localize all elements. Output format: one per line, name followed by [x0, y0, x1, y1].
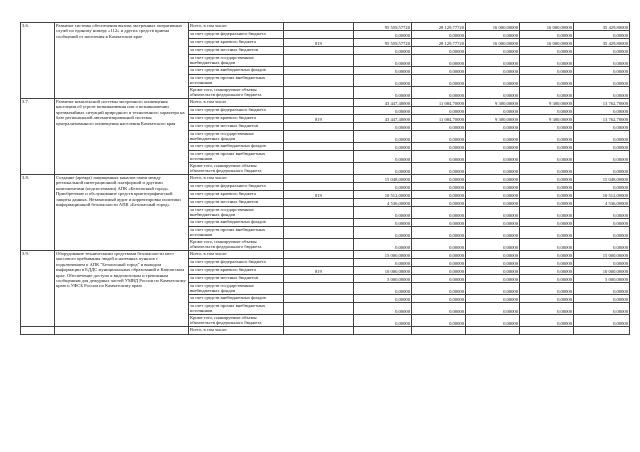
admin-code: [284, 99, 354, 107]
admin-code: [284, 75, 354, 87]
amount-cell: 0,00000: [412, 315, 466, 327]
amount-cell: 0,00000: [574, 67, 630, 75]
amount-cell: 0,00000: [520, 31, 574, 39]
amount-cell: 15 048,00000: [354, 175, 412, 183]
amount-cell: 10 512,00000: [354, 191, 412, 199]
amount-cell: 28 129,77720: [412, 39, 466, 47]
amount-cell: 0,00000: [520, 303, 574, 315]
admin-code: [284, 275, 354, 283]
amount-cell: 5 000,00000: [574, 275, 630, 283]
amount-cell: 0,00000: [466, 207, 520, 219]
funding-source: за счет средств государственных внебюджетных фондов: [189, 283, 284, 295]
admin-code: [284, 107, 354, 115]
admin-code: 819: [284, 191, 354, 199]
amount-cell: 0,00000: [574, 219, 630, 227]
amount-cell: [412, 327, 466, 335]
amount-cell: 13 762,70000: [574, 115, 630, 123]
amount-cell: 0,00000: [520, 295, 574, 303]
admin-code: [284, 283, 354, 295]
amount-cell: [466, 327, 520, 335]
amount-cell: 0,00000: [354, 219, 412, 227]
table-row: [21, 251, 630, 259]
amount-cell: 0,00000: [354, 151, 412, 163]
amount-cell: 5 000,00000: [354, 275, 412, 283]
funding-source: Всего, в том числе:: [189, 175, 284, 183]
amount-cell: 0,00000: [354, 87, 412, 99]
amount-cell: 16 000,00000: [466, 23, 520, 31]
amount-cell: 0,00000: [354, 207, 412, 219]
amount-cell: 43 447,40000: [354, 115, 412, 123]
amount-cell: 0,00000: [520, 183, 574, 191]
item-number: 3.9.: [21, 251, 55, 327]
admin-code: [284, 219, 354, 227]
amount-cell: 0,00000: [574, 131, 630, 143]
amount-cell: 0,00000: [520, 199, 574, 207]
funding-source: Кроме того, планируемые объемы обязательств федерального бюджета: [189, 163, 284, 175]
amount-cell: 9 300,00000: [466, 115, 520, 123]
amount-cell: 0,00000: [520, 227, 574, 239]
funding-source: за счет средств прочих внебюджетных источников: [189, 151, 284, 163]
amount-cell: 0,00000: [412, 267, 466, 275]
amount-cell: 0,00000: [520, 267, 574, 275]
amount-cell: 0,00000: [574, 259, 630, 267]
amount-cell: 0,00000: [574, 31, 630, 39]
admin-code: [284, 259, 354, 267]
amount-cell: 0,00000: [574, 143, 630, 151]
amount-cell: 9 300,00000: [520, 115, 574, 123]
amount-cell: 0,00000: [574, 227, 630, 239]
amount-cell: [574, 327, 630, 335]
amount-cell: 11 084,70000: [412, 115, 466, 123]
funding-source: Всего, в том числе:: [189, 23, 284, 31]
admin-code: [284, 295, 354, 303]
amount-cell: 0,00000: [466, 275, 520, 283]
amount-cell: 0,00000: [574, 151, 630, 163]
funding-source: Всего, в том числе:: [189, 327, 284, 335]
amount-cell: 0,00000: [466, 55, 520, 67]
amount-cell: 0,00000: [412, 143, 466, 151]
admin-code: [284, 207, 354, 219]
table-row: [21, 99, 630, 107]
amount-cell: 0,00000: [466, 259, 520, 267]
funding-source: за счет средств внебюджетных фондов: [189, 67, 284, 75]
amount-cell: 0,00000: [574, 183, 630, 191]
budget-table: [20, 22, 630, 335]
funding-source: за счет средств местных бюджетов: [189, 123, 284, 131]
amount-cell: 16 000,00000: [466, 39, 520, 47]
amount-cell: 0,00000: [520, 239, 574, 251]
amount-cell: 0,00000: [466, 87, 520, 99]
amount-cell: 0,00000: [520, 107, 574, 115]
amount-cell: 0,00000: [466, 143, 520, 151]
funding-source: за счет средств внебюджетных фондов: [189, 219, 284, 227]
table-row: [21, 175, 630, 183]
funding-source: за счет средств краевого бюджета: [189, 39, 284, 47]
amount-cell: 0,00000: [412, 303, 466, 315]
admin-code: [284, 303, 354, 315]
funding-source: за счет средств федерального бюджета: [189, 183, 284, 191]
amount-cell: 0,00000: [466, 239, 520, 251]
amount-cell: 0,00000: [412, 207, 466, 219]
amount-cell: 0,00000: [354, 295, 412, 303]
funding-source: за счет средств внебюджетных фондов: [189, 143, 284, 151]
amount-cell: 0,00000: [574, 283, 630, 295]
amount-cell: 0,00000: [412, 67, 466, 75]
funding-source: за счет средств краевого бюджета: [189, 115, 284, 123]
amount-cell: 0,00000: [520, 123, 574, 131]
amount-cell: 0,00000: [354, 143, 412, 151]
amount-cell: 0,00000: [466, 131, 520, 143]
admin-code: [284, 47, 354, 55]
amount-cell: 11 084,70000: [412, 99, 466, 107]
amount-cell: 0,00000: [520, 259, 574, 267]
amount-cell: 4 536,00000: [354, 199, 412, 207]
admin-code: [284, 183, 354, 191]
amount-cell: 10 000,00000: [354, 267, 412, 275]
amount-cell: 0,00000: [574, 295, 630, 303]
amount-cell: 9 300,00000: [520, 99, 574, 107]
amount-cell: 0,00000: [574, 75, 630, 87]
amount-cell: 0,00000: [354, 55, 412, 67]
amount-cell: 0,00000: [466, 315, 520, 327]
funding-source: за счет средств государственных внебюджетных фондов: [189, 207, 284, 219]
amount-cell: 0,00000: [466, 219, 520, 227]
amount-cell: 35 429,80000: [574, 39, 630, 47]
amount-cell: 0,00000: [466, 151, 520, 163]
amount-cell: 0,00000: [354, 239, 412, 251]
amount-cell: 95 559,57720: [354, 23, 412, 31]
amount-cell: 0,00000: [466, 107, 520, 115]
amount-cell: 0,00000: [466, 123, 520, 131]
amount-cell: 0,00000: [412, 259, 466, 267]
amount-cell: 0,00000: [412, 275, 466, 283]
amount-cell: 0,00000: [466, 303, 520, 315]
amount-cell: 0,00000: [466, 163, 520, 175]
funding-source: Всего, в том числе:: [189, 251, 284, 259]
amount-cell: 0,00000: [466, 283, 520, 295]
amount-cell: 0,00000: [354, 107, 412, 115]
item-number: 3.7.: [21, 99, 55, 175]
item-description: [55, 327, 189, 335]
amount-cell: 0,00000: [466, 251, 520, 259]
amount-cell: [520, 327, 574, 335]
amount-cell: 0,00000: [574, 55, 630, 67]
funding-source: Кроме того, планируемые объемы обязательств федерального бюджета: [189, 87, 284, 99]
amount-cell: 0,00000: [354, 123, 412, 131]
amount-cell: 0,00000: [520, 131, 574, 143]
amount-cell: 10 512,00000: [574, 191, 630, 199]
amount-cell: 0,00000: [574, 207, 630, 219]
amount-cell: 0,00000: [574, 315, 630, 327]
amount-cell: 0,00000: [574, 47, 630, 55]
admin-code: [284, 23, 354, 31]
amount-cell: 0,00000: [520, 67, 574, 75]
table-row: [21, 23, 630, 31]
amount-cell: 0,00000: [520, 315, 574, 327]
amount-cell: 0,00000: [412, 295, 466, 303]
amount-cell: 0,00000: [574, 239, 630, 251]
amount-cell: 0,00000: [354, 131, 412, 143]
amount-cell: 0,00000: [412, 55, 466, 67]
amount-cell: 0,00000: [354, 47, 412, 55]
amount-cell: 0,00000: [574, 123, 630, 131]
amount-cell: 0,00000: [574, 107, 630, 115]
amount-cell: 0,00000: [520, 47, 574, 55]
funding-source: за счет средств прочих внебюджетных источников: [189, 75, 284, 87]
amount-cell: 0,00000: [354, 227, 412, 239]
amount-cell: 0,00000: [354, 183, 412, 191]
funding-source: Кроме того, планируемые объемы обязательств федерального бюджета: [189, 239, 284, 251]
amount-cell: 0,00000: [412, 75, 466, 87]
item-number: 3.6.: [21, 23, 55, 99]
funding-source: за счет средств внебюджетных фондов: [189, 295, 284, 303]
amount-cell: 0,00000: [520, 251, 574, 259]
amount-cell: 0,00000: [412, 239, 466, 251]
admin-code: [284, 251, 354, 259]
amount-cell: 0,00000: [520, 163, 574, 175]
amount-cell: 0,00000: [520, 143, 574, 151]
amount-cell: 0,00000: [466, 47, 520, 55]
amount-cell: 0,00000: [412, 107, 466, 115]
item-description: Оборудование техническими средствами безопасности мест массового пребывания людей и наземных пунктов с подключением к АПК "Безопасный город" и выводом информации в ЕДДС муниципальных образований в Камчатском крае. Обеспечение доступа к видеопотокам и тревожным сообщениям для дежурных частей УМВД России по Камчатскому краю и УФСБ России по Камчатскому краю: [55, 251, 189, 327]
amount-cell: 0,00000: [412, 199, 466, 207]
amount-cell: 0,00000: [354, 163, 412, 175]
amount-cell: 0,00000: [354, 67, 412, 75]
amount-cell: 35 429,80000: [574, 23, 630, 31]
amount-cell: 0,00000: [466, 191, 520, 199]
admin-code: [284, 315, 354, 327]
item-description: Создание (аренда) защищенных каналов связи между региональной интеграционной платформой и другими компонентами (подсистемами) АПК «Безопасный город». Приобретение и обслуживание средств криптографической защиты данных. Независимый аудит и корректировка политики информационной безопасности АПК «Безопасный город»: [55, 175, 189, 251]
admin-code: [284, 143, 354, 151]
amount-cell: 0,00000: [466, 31, 520, 39]
item-description: Развитие системы обеспечения вызова экстренных оперативных служб по единому номеру «112» и других средств приема сообщений от населения в Камчатском крае: [55, 23, 189, 99]
admin-code: [284, 199, 354, 207]
admin-code: [284, 55, 354, 67]
funding-source: за счет средств федерального бюджета: [189, 31, 284, 39]
admin-code: 819: [284, 267, 354, 275]
admin-code: [284, 175, 354, 183]
amount-cell: 0,00000: [354, 315, 412, 327]
amount-cell: 0,00000: [412, 191, 466, 199]
amount-cell: 0,00000: [466, 75, 520, 87]
amount-cell: 0,00000: [520, 275, 574, 283]
amount-cell: 0,00000: [520, 219, 574, 227]
amount-cell: 0,00000: [412, 227, 466, 239]
amount-cell: 43 447,40000: [354, 99, 412, 107]
amount-cell: 0,00000: [520, 87, 574, 99]
amount-cell: 15 048,00000: [574, 175, 630, 183]
admin-code: [284, 31, 354, 39]
admin-code: [284, 151, 354, 163]
amount-cell: 0,00000: [574, 87, 630, 99]
amount-cell: 15 000,00000: [574, 251, 630, 259]
amount-cell: 0,00000: [412, 87, 466, 99]
amount-cell: 0,00000: [466, 267, 520, 275]
amount-cell: 0,00000: [520, 283, 574, 295]
amount-cell: 13 762,70000: [574, 99, 630, 107]
amount-cell: 0,00000: [574, 303, 630, 315]
amount-cell: 0,00000: [412, 163, 466, 175]
amount-cell: 16 000,00000: [520, 23, 574, 31]
amount-cell: 0,00000: [412, 251, 466, 259]
amount-cell: 0,00000: [354, 283, 412, 295]
funding-source: за счет средств государственных внебюджетных фондов: [189, 131, 284, 143]
funding-source: за счет средств прочих внебюджетных источников: [189, 303, 284, 315]
amount-cell: 0,00000: [466, 199, 520, 207]
amount-cell: 0,00000: [412, 31, 466, 39]
amount-cell: 15 000,00000: [354, 251, 412, 259]
amount-cell: 0,00000: [354, 259, 412, 267]
amount-cell: 0,00000: [520, 207, 574, 219]
amount-cell: 0,00000: [466, 295, 520, 303]
funding-source: Всего, в том числе: [189, 99, 284, 107]
amount-cell: 0,00000: [466, 183, 520, 191]
amount-cell: 0,00000: [520, 151, 574, 163]
item-description: Развитие комплексной системы экстренного оповещения населения об угрозе возникновения или о возникновении чрезвычайных ситуаций природного и техногенного характера на базе региональной автоматизированной системы централизованного оповещения населения Камчатского края: [55, 99, 189, 175]
table-row: [21, 327, 630, 335]
amount-cell: 28 129,77720: [412, 23, 466, 31]
admin-code: [284, 67, 354, 75]
amount-cell: 0,00000: [412, 175, 466, 183]
amount-cell: 0,00000: [466, 227, 520, 239]
amount-cell: 0,00000: [574, 163, 630, 175]
amount-cell: 0,00000: [354, 75, 412, 87]
amount-cell: 0,00000: [354, 31, 412, 39]
amount-cell: 95 559,57720: [354, 39, 412, 47]
amount-cell: 0,00000: [466, 67, 520, 75]
funding-source: Кроме того, планируемые объемы обязательств федерального бюджета: [189, 315, 284, 327]
admin-code: [284, 239, 354, 251]
amount-cell: 16 000,00000: [520, 39, 574, 47]
funding-source: за счет средств местных бюджетов: [189, 199, 284, 207]
amount-cell: 0,00000: [412, 123, 466, 131]
amount-cell: [354, 327, 412, 335]
amount-cell: 0,00000: [412, 131, 466, 143]
amount-cell: 4 536,00000: [574, 199, 630, 207]
funding-source: за счет средств государственных внебюджетных фондов: [189, 55, 284, 67]
admin-code: [284, 227, 354, 239]
amount-cell: 0,00000: [354, 303, 412, 315]
funding-source: за счет средств местных бюджетов: [189, 275, 284, 283]
item-number: [21, 327, 55, 335]
funding-source: за счет средств краевого бюджета: [189, 267, 284, 275]
admin-code: 819: [284, 115, 354, 123]
amount-cell: 0,00000: [520, 55, 574, 67]
item-number: 3.8.: [21, 175, 55, 251]
amount-cell: 0,00000: [520, 75, 574, 87]
amount-cell: 0,00000: [412, 151, 466, 163]
funding-source: за счет средств краевого бюджета: [189, 191, 284, 199]
amount-cell: 0,00000: [412, 47, 466, 55]
amount-cell: 0,00000: [466, 175, 520, 183]
amount-cell: 0,00000: [412, 183, 466, 191]
admin-code: [284, 87, 354, 99]
admin-code: 819: [284, 39, 354, 47]
amount-cell: 0,00000: [520, 175, 574, 183]
amount-cell: 10 000,00000: [574, 267, 630, 275]
admin-code: [284, 131, 354, 143]
funding-source: за счет средств прочих внебюджетных источников: [189, 227, 284, 239]
funding-source: за счет средств федерального бюджета: [189, 259, 284, 267]
amount-cell: 9 300,00000: [466, 99, 520, 107]
admin-code: [284, 163, 354, 175]
funding-source: за счет средств местных бюджетов: [189, 47, 284, 55]
admin-code: [284, 123, 354, 131]
funding-source: за счет средств федерального бюджета: [189, 107, 284, 115]
admin-code: [284, 327, 354, 335]
amount-cell: 0,00000: [412, 283, 466, 295]
amount-cell: 0,00000: [520, 191, 574, 199]
amount-cell: 0,00000: [412, 219, 466, 227]
